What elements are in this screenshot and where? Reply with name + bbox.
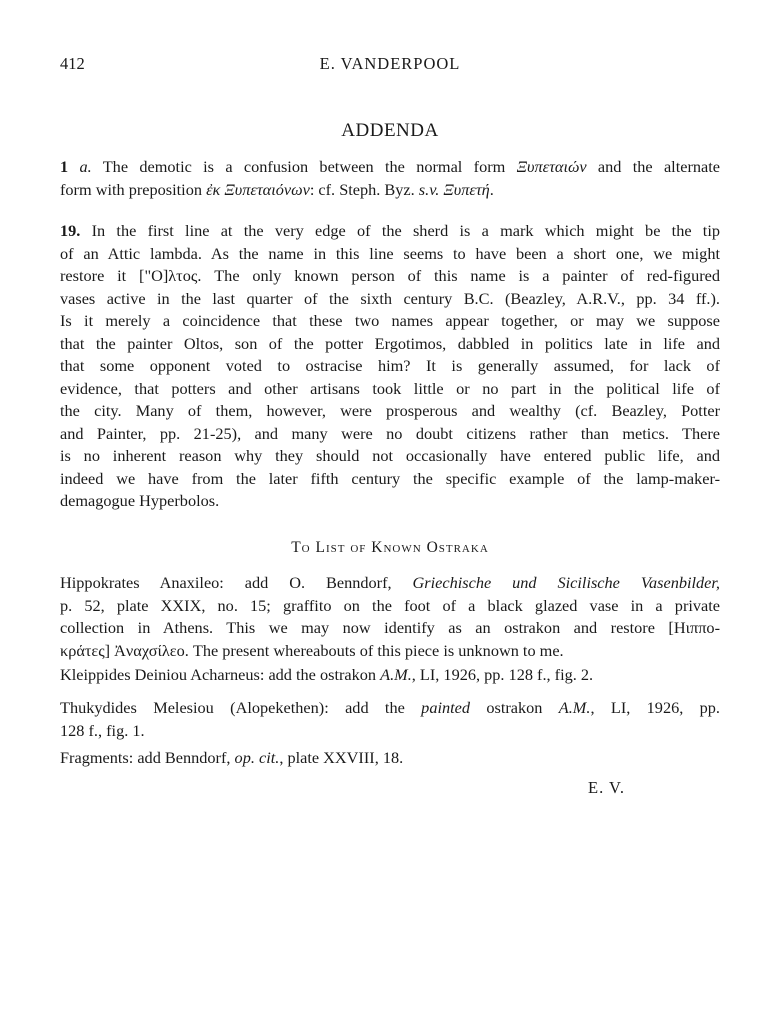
journal-abbrev: A.M. — [558, 698, 591, 717]
list-text: , LI, 1926, pp. — [590, 698, 720, 717]
text-line: that the painter Oltos, son of the potter Ergotimos, dabbled in politics late in life and — [60, 333, 720, 353]
entry-19 — [60, 220, 720, 513]
text-line: that some opponent voted to ostracise him? It is generally assumed, for lack of — [60, 356, 720, 375]
list-text: Fragments: add Benndorf, — [60, 748, 235, 767]
text-line: and Painter, pp. 21-25), and many were no doubt citizens rather than metics. There — [60, 423, 720, 443]
entry-text: . — [489, 179, 494, 199]
list-text: Hippokrates Anaxileo: add O. Benndorf, — [60, 573, 413, 592]
signature: E. V. — [588, 778, 625, 797]
entry-sub: a. — [79, 157, 92, 176]
list-item-hippokrates — [60, 572, 720, 662]
greek-word: Ξυπεταιών — [516, 157, 587, 176]
list-text: Kleippides Deiniou Acharneus: add the ostrakon — [60, 665, 381, 684]
entry-text: form with preposition — [60, 179, 207, 199]
greek-word: κράτες] Ἀναχσίλεο — [60, 640, 185, 660]
entry-text: and the alternate — [586, 157, 720, 176]
text-line: vases active in the last quarter of the sixth century B.C. (Beazley, A.R.V., pp. 34 ff.). — [60, 288, 720, 308]
list-text: 128 f., fig. 1. — [60, 720, 145, 740]
list-text: p. 52, plate XXIX, no. 15; graffito on the foot of a black glazed vase in a private — [60, 595, 720, 615]
text-line: demagogue Hyperbolos. — [60, 491, 220, 510]
list-item-kleippides — [60, 664, 720, 687]
list-item-thukydides — [60, 697, 720, 742]
list-text: Thukydides Melesiou (Alopekethen): add the — [60, 698, 422, 717]
entry-number: 19. — [60, 221, 81, 240]
text-line: evidence, that potters and other artisans took little or no part in the political life of — [60, 378, 720, 398]
greek-word: ἐκ Ξυπεταιόνων — [206, 179, 310, 199]
list-text: ostrakon — [470, 698, 559, 717]
list-item-fragments — [60, 747, 720, 770]
emphasis: painted — [421, 698, 471, 717]
text-line: In the first line at the very edge of the sherd is a mark which might be the tip — [80, 221, 720, 240]
book-title: Griechische und Sicilische Vasenbilder, — [412, 573, 720, 592]
abbrev: s.v. — [418, 179, 440, 199]
entry-text: The demotic is a confusion between the normal form — [102, 157, 517, 176]
entry-text: : cf. Steph. Byz. — [309, 179, 419, 199]
text-line: of an Attic lambda. As the name in this line seems to have been a short one, we might — [60, 243, 720, 263]
list-text: . The present whereabouts of this piece is unknown to me. — [184, 640, 564, 660]
list-text: , LI, 1926, pp. 128 f., fig. 2. — [411, 665, 594, 684]
text-line: the city. Many of them, however, were prosperous and wealthy (cf. Beazley, Potter — [60, 401, 720, 420]
greek-word: Ξυπετή — [443, 179, 490, 199]
text-line: Is it merely a coincidence that these two names appear together, or may we suppose — [60, 311, 720, 330]
list-text: collection in Athens. This we may now identify as an ostrakon and restore [Ηιππο- — [60, 618, 720, 637]
text-line: indeed we have from the later fifth century the specific example of the lamp-maker- — [60, 468, 720, 488]
section-title: To List of Known Ostraka — [291, 539, 489, 556]
text-line: is no inherent reason why they should not occasionally have entered public life, and — [60, 446, 720, 465]
running-head: E. VANDERPOOL — [319, 54, 461, 73]
entry-number: 1 — [60, 157, 69, 176]
journal-abbrev: A.M. — [380, 665, 412, 684]
addenda-title: ADDENDA — [341, 120, 439, 141]
page-number: 412 — [60, 54, 85, 73]
page-header — [60, 54, 720, 76]
list-text: , plate XXVIII, 18. — [279, 748, 404, 767]
abbrev: op. cit. — [234, 748, 280, 767]
text-line: restore it ["O]λτος. The only known person of this name is a painter of red-figured — [60, 266, 720, 285]
entry-1a — [60, 156, 720, 201]
